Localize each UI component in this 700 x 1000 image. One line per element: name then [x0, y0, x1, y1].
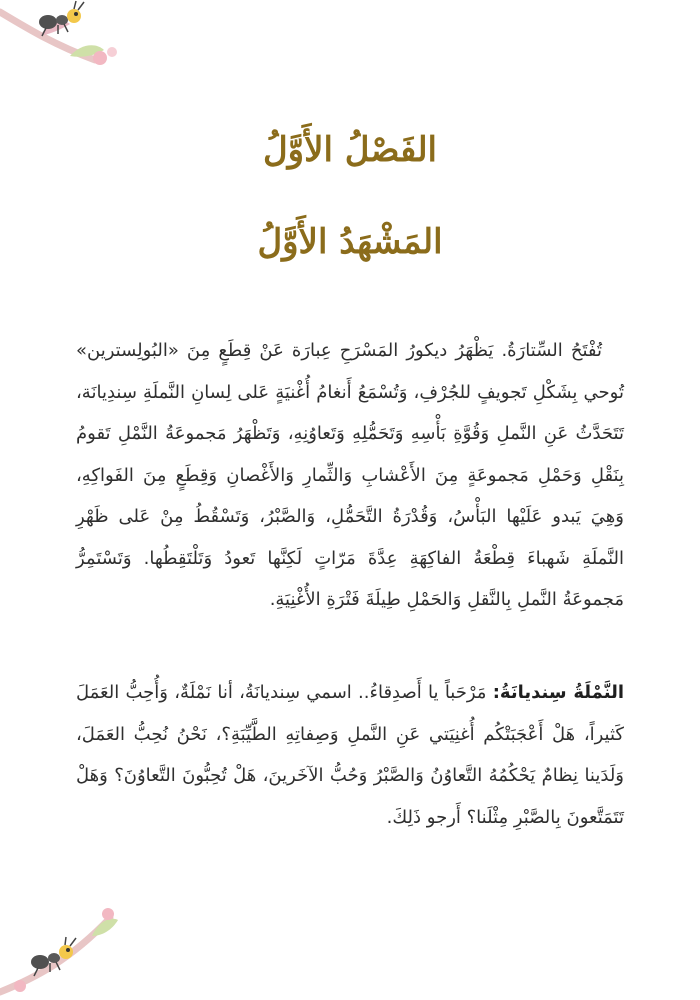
scene-title: المَشْهَدُ الأَوَّلُ [257, 222, 443, 262]
stage-direction-paragraph [76, 330, 624, 621]
dialogue-paragraph [76, 672, 624, 838]
ant-branch-illustration-bottom [0, 900, 130, 1000]
dialogue-text: مَرْحَباً يا أَصدِقاءُ.. اسمي سِنديانَةُ، أنا نَمْلَةٌ، وَأُحِبُّ العَمَلَ كَثيراً، هَلْ أَعْجَبَتْكُم أُغنِيَتي عَنِ النَّملِ وَصِفاتِهِ الطَّيِّبَةِ؟، نَحْنُ نُحِبُّ العَمَلَ، وَلَدَينا نِظامٌ يَحْكُمُهُ التَّعاوُنُ وَالصَّبْرُ وَحُبُّ الآخَرينَ، هَلْ تُحِبُّونَ التَّعاوُنَ؟ وَهَلْ تَتَمَتَّعونَ بِالصَّبْرِ مِثْلَنا؟ أَرجو ذَلِكَ. [76, 682, 624, 828]
chapter-title: الفَصْلُ الأَوَّلُ [262, 130, 438, 170]
speaker-name: النَّمْلَةُ سِنديانَةُ: [492, 682, 624, 703]
ant-branch-illustration-top [0, 0, 140, 80]
stage-direction-text: تُفْتَحُ السِّتارَةُ. يَظْهَرُ ديكورُ المَسْرَحِ عِبارَة عَنْ قِطَعٍ مِنَ «البُولِسترين» تُوحي بِشَكْلِ تَجويفٍ للجُرْفِ، وَتُسْمَعُ أَنغامُ أُغْنيَةٍ عَلى لِسانِ النَّملَةِ سِندِيانَة، تَتَحَدَّثُ عَنِ النَّملِ وَقُوَّةِ بَأْسِهِ وَتَحَمُّلِهِ وَتَعاوُنِهِ، وَتَظْهَرُ مَجموعَةُ النَّمْلِ تَقومُ بِنَقْلِ وَحَمْلِ مَجموعَةٍ مِنَ الأَعْشابِ وَالثِّمارِ وَالأَغْصانِ وَقِطَعٍ مِنَ الفَواكِهِ، وَهِيَ يَبدو عَلَيْها البَأْسُ، وَقُدْرَةُ التَّحَمُّلِ، وَالصَّبْرُ، وَتَسْقُطُ مِنْ عَلى ظَهْرِ النَّملَةِ شَهباءَ قِطْعَةُ الفاكِهَةِ عِدَّةَ مَرّاتٍ لَكِنَّها تَعودُ وَتَلْتَقِطُها. وَتَسْتَمِرُّ مَجموعَةُ النَّملِ بِالنَّقلِ وَالحَمْلِ طِيلَةَ فَتْرَةِ الأُغْنِيَةِ. [76, 340, 624, 610]
